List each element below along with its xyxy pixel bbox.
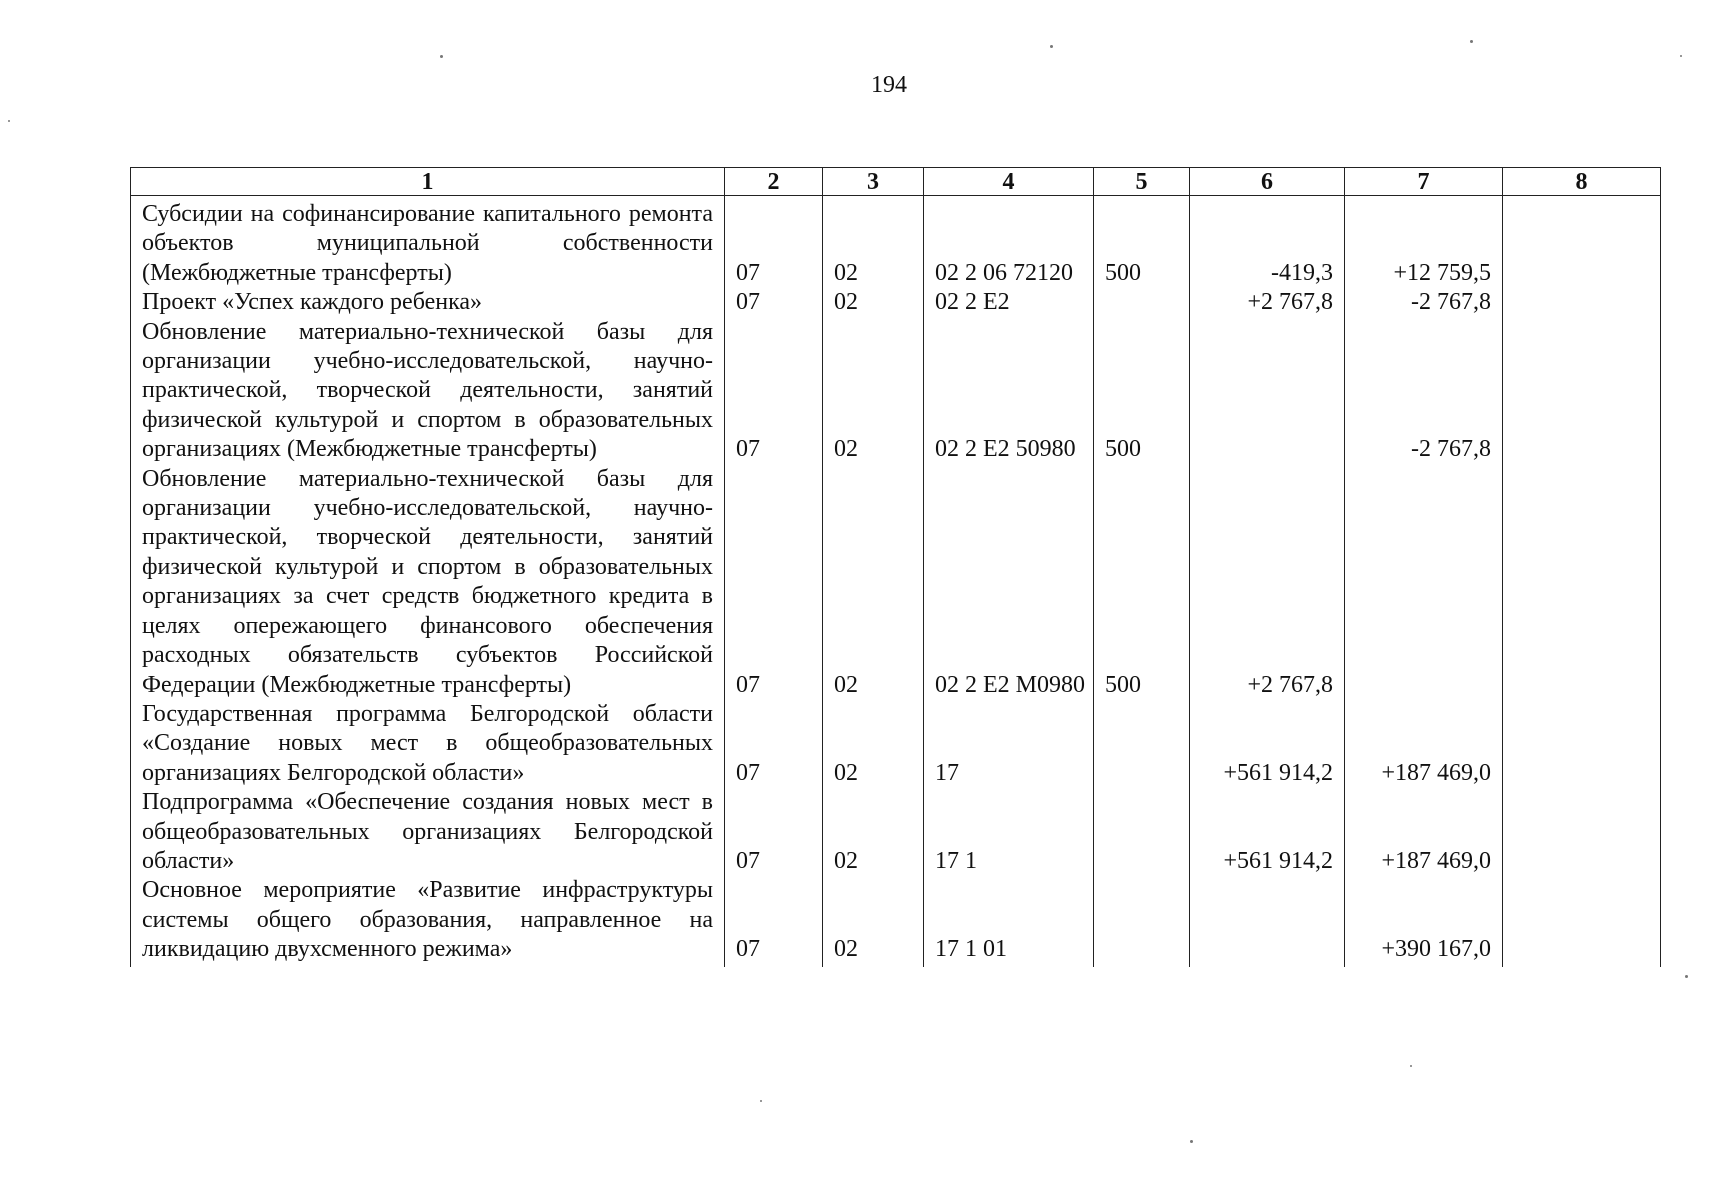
row-name: Субсидии на софинансирование капитального ремонта объектов муниципальной собственности (Межбюджетные трансферты) <box>131 196 725 289</box>
row-amount-8 <box>1503 788 1661 876</box>
row-name: Обновление материально-технической базы для организации учебно-исследовательской, научно-практической, творческой деятельности, занятий физической культурой и спортом в образовательных организациях за счет средств бюджетного кредита в целях опережающего финансового обеспечения расходных обязательств субъектов Российской Федерации (Межбюджетные трансферты) <box>131 465 725 700</box>
table-row <box>131 318 1661 465</box>
row-subsection: 02 <box>823 788 924 876</box>
page-number: 194 <box>871 72 907 98</box>
row-name: Государственная программа Белгородской области «Создание новых мест в общеобразовательных организациях Белгородской области» <box>131 700 725 788</box>
row-expense-type: 500 <box>1094 196 1190 289</box>
row-target-code: 17 <box>924 700 1094 788</box>
row-target-code: 02 2 E2 <box>924 288 1094 317</box>
header-col-1: 1 <box>131 168 725 196</box>
row-expense-type <box>1094 288 1190 317</box>
row-subsection: 02 <box>823 465 924 700</box>
row-amount-7: +187 469,0 <box>1345 788 1503 876</box>
table-row <box>131 465 1661 700</box>
row-amount-6 <box>1190 876 1345 966</box>
table-row <box>131 876 1661 966</box>
row-amount-6: +2 767,8 <box>1190 288 1345 317</box>
row-target-code: 17 1 01 <box>924 876 1094 966</box>
row-amount-8 <box>1503 700 1661 788</box>
header-col-5: 5 <box>1094 168 1190 196</box>
row-amount-8 <box>1503 318 1661 465</box>
row-target-code: 02 2 E2 50980 <box>924 318 1094 465</box>
row-amount-6: +561 914,2 <box>1190 700 1345 788</box>
row-amount-7: -2 767,8 <box>1345 318 1503 465</box>
scan-speckle <box>1050 45 1053 48</box>
row-subsection: 02 <box>823 196 924 289</box>
row-amount-7: +390 167,0 <box>1345 876 1503 966</box>
scan-speckle <box>1685 975 1688 978</box>
scan-speckle <box>760 1100 762 1102</box>
header-col-8: 8 <box>1503 168 1661 196</box>
table-row <box>131 788 1661 876</box>
row-amount-6: -419,3 <box>1190 196 1345 289</box>
budget-table <box>130 167 1661 967</box>
row-expense-type <box>1094 788 1190 876</box>
row-amount-6: +2 767,8 <box>1190 465 1345 700</box>
row-amount-8 <box>1503 876 1661 966</box>
row-name: Обновление материально-технической базы для организации учебно-исследовательской, научно-практической, творческой деятельности, занятий физической культурой и спортом в образовательных организациях (Межбюджетные трансферты) <box>131 318 725 465</box>
row-amount-7: +187 469,0 <box>1345 700 1503 788</box>
row-section: 07 <box>725 700 823 788</box>
table-header-row <box>131 168 1661 196</box>
row-target-code: 17 1 <box>924 788 1094 876</box>
header-col-2: 2 <box>725 168 823 196</box>
table-row <box>131 196 1661 289</box>
scan-speckle <box>1470 40 1473 43</box>
scan-speckle <box>1680 55 1682 57</box>
row-section: 07 <box>725 318 823 465</box>
row-amount-6 <box>1190 318 1345 465</box>
row-section: 07 <box>725 788 823 876</box>
row-name: Основное мероприятие «Развитие инфраструктуры системы общего образования, направленное на ликвидацию двухсменного режима» <box>131 876 725 966</box>
row-section: 07 <box>725 196 823 289</box>
row-subsection: 02 <box>823 700 924 788</box>
row-subsection: 02 <box>823 288 924 317</box>
row-expense-type: 500 <box>1094 465 1190 700</box>
row-section: 07 <box>725 465 823 700</box>
row-amount-7: -2 767,8 <box>1345 288 1503 317</box>
row-expense-type <box>1094 700 1190 788</box>
row-amount-7: +12 759,5 <box>1345 196 1503 289</box>
row-subsection: 02 <box>823 318 924 465</box>
row-section: 07 <box>725 876 823 966</box>
row-amount-6: +561 914,2 <box>1190 788 1345 876</box>
row-expense-type <box>1094 876 1190 966</box>
row-expense-type: 500 <box>1094 318 1190 465</box>
scan-speckle <box>440 55 443 58</box>
row-amount-8 <box>1503 288 1661 317</box>
row-subsection: 02 <box>823 876 924 966</box>
row-amount-8 <box>1503 465 1661 700</box>
header-col-3: 3 <box>823 168 924 196</box>
header-col-6: 6 <box>1190 168 1345 196</box>
table-row <box>131 288 1661 317</box>
row-target-code: 02 2 06 72120 <box>924 196 1094 289</box>
row-amount-7 <box>1345 465 1503 700</box>
row-name: Проект «Успех каждого ребенка» <box>131 288 725 317</box>
row-target-code: 02 2 E2 M0980 <box>924 465 1094 700</box>
table-row <box>131 700 1661 788</box>
scan-speckle <box>8 120 10 122</box>
header-col-4: 4 <box>924 168 1094 196</box>
header-col-7: 7 <box>1345 168 1503 196</box>
scan-speckle <box>1190 1140 1193 1143</box>
row-section: 07 <box>725 288 823 317</box>
scan-speckle <box>1410 1065 1412 1067</box>
row-name: Подпрограмма «Обеспечение создания новых мест в общеобразовательных организациях Белгородской области» <box>131 788 725 876</box>
row-amount-8 <box>1503 196 1661 289</box>
